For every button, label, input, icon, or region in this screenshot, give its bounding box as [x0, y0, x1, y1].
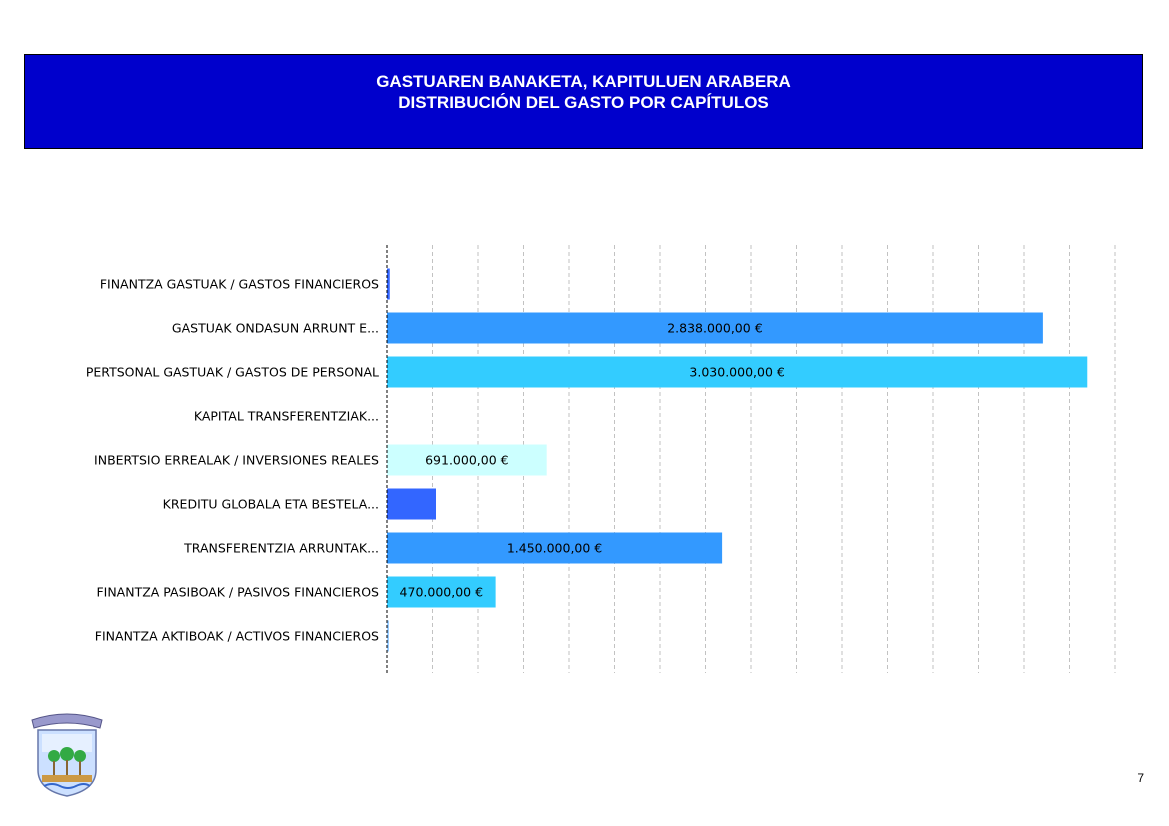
category-label: KAPITAL TRANSFERENTZIAK... [193, 408, 379, 424]
title-line-basque: GASTUAREN BANAKETA, KAPITULUEN ARABERA [376, 72, 791, 91]
data-label: 470.000,00 € [399, 584, 484, 600]
category-label: FINANTZA PASIBOAK / PASIVOS FINANCIEROS [96, 584, 379, 600]
data-label: 2.838.000,00 € [667, 320, 763, 336]
bar-0 [387, 269, 390, 300]
data-label: 1.450.000,00 € [506, 540, 603, 556]
bar-5 [387, 489, 436, 520]
category-label: FINANTZA AKTIBOAK / ACTIVOS FINANCIEROS [94, 628, 379, 644]
category-label: PERTSONAL GASTUAK / GASTOS DE PERSONAL [85, 364, 379, 380]
category-label: GASTUAK ONDASUN ARRUNT E... [171, 320, 379, 336]
category-label: INBERTSIO ERREALAK / INVERSIONES REALES [94, 452, 379, 468]
data-label: 691.000,00 € [425, 452, 509, 468]
category-label: FINANTZA GASTUAK / GASTOS FINANCIEROS [99, 276, 379, 292]
category-label: KREDITU GLOBALA ETA BESTELA... [162, 496, 379, 512]
coat-of-arms-icon [28, 712, 106, 798]
category-label: TRANSFERENTZIA ARRUNTAK... [184, 540, 379, 556]
title-line-spanish: DISTRIBUCIÓN DEL GASTO POR CAPÍTULOS [398, 93, 769, 112]
page-number: 7 [1137, 771, 1144, 785]
data-label: 3.030.000,00 € [689, 364, 785, 380]
